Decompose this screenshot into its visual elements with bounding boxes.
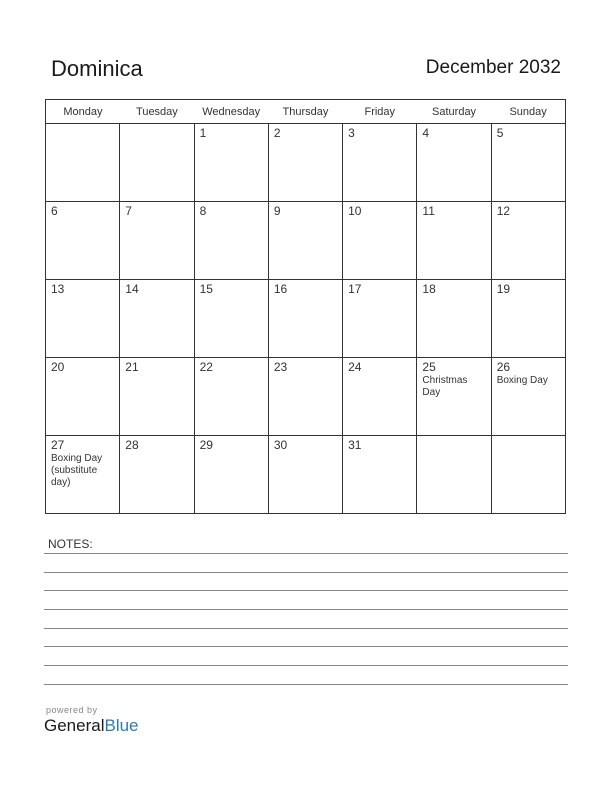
day-number: 20 xyxy=(51,360,65,374)
note-line xyxy=(44,665,568,666)
day-cell[interactable] xyxy=(343,358,417,436)
day-number: 5 xyxy=(496,126,504,140)
day-number: 4 xyxy=(422,126,430,140)
day-number: 27 xyxy=(51,438,65,452)
brand-part-2: Blue xyxy=(104,716,139,735)
day-number: 7 xyxy=(125,204,132,218)
country-title: Dominica xyxy=(51,56,143,81)
day-cell[interactable] xyxy=(194,202,268,280)
day-number: 28 xyxy=(125,438,139,452)
holiday-label: Boxing Day (substitute day) xyxy=(51,453,103,488)
day-cell[interactable] xyxy=(194,358,268,436)
calendar-grid xyxy=(45,99,566,514)
day-cell[interactable] xyxy=(491,202,565,280)
day-cell[interactable] xyxy=(46,436,120,514)
note-line xyxy=(44,590,568,591)
day-number: 11 xyxy=(422,204,435,218)
week-row xyxy=(46,358,566,436)
day-number: 3 xyxy=(348,126,355,140)
day-number: 23 xyxy=(273,360,288,374)
note-line xyxy=(44,553,568,554)
day-number: 14 xyxy=(125,282,139,296)
day-cell[interactable] xyxy=(46,358,120,436)
day-cell[interactable] xyxy=(268,358,342,436)
day-number: 10 xyxy=(348,204,362,218)
day-number: 24 xyxy=(348,360,362,374)
day-cell[interactable] xyxy=(194,280,268,358)
week-row xyxy=(46,202,566,280)
day-number: 6 xyxy=(51,204,58,218)
day-number: 12 xyxy=(496,204,511,218)
week-row xyxy=(46,124,566,202)
brand-part-1: General xyxy=(44,716,105,735)
day-cell[interactable] xyxy=(46,202,120,280)
weekday-header: Monday xyxy=(46,100,120,124)
day-number: 25 xyxy=(422,360,436,374)
day-number: 29 xyxy=(199,438,213,452)
day-number: 18 xyxy=(422,282,436,296)
holiday-label: Christmas Day xyxy=(422,375,468,398)
notes-label: NOTES: xyxy=(48,537,93,551)
day-number: 19 xyxy=(496,282,511,296)
day-number: 22 xyxy=(199,360,213,374)
day-number: 15 xyxy=(199,282,213,296)
day-cell[interactable] xyxy=(343,202,417,280)
day-number: 31 xyxy=(348,438,362,452)
note-line xyxy=(44,572,568,573)
day-cell[interactable] xyxy=(343,124,417,202)
day-cell[interactable] xyxy=(268,202,342,280)
day-number: 16 xyxy=(273,282,288,296)
day-cell[interactable] xyxy=(417,202,491,280)
note-line xyxy=(44,646,568,647)
weekday-header: Friday xyxy=(343,100,417,124)
day-number: 21 xyxy=(125,360,139,374)
day-number: 2 xyxy=(273,126,281,140)
note-line xyxy=(44,684,568,685)
day-cell[interactable] xyxy=(417,436,491,514)
day-cell[interactable] xyxy=(120,202,194,280)
day-number: 8 xyxy=(199,204,207,218)
day-number: 13 xyxy=(51,282,65,296)
day-cell[interactable] xyxy=(417,280,491,358)
weekday-header: Thursday xyxy=(268,100,342,124)
day-cell[interactable] xyxy=(491,280,565,358)
holiday-label: Boxing Day xyxy=(496,375,548,386)
brand-logo[interactable] xyxy=(44,716,139,736)
weekday-header-row xyxy=(46,100,566,124)
day-cell[interactable] xyxy=(268,124,342,202)
day-cell[interactable] xyxy=(120,280,194,358)
weekday-header: Wednesday xyxy=(194,100,268,124)
day-cell[interactable] xyxy=(194,436,268,514)
day-cell[interactable] xyxy=(343,280,417,358)
day-cell[interactable] xyxy=(268,436,342,514)
note-line xyxy=(44,609,568,610)
day-number: 30 xyxy=(273,438,288,452)
day-number: 17 xyxy=(348,282,362,296)
day-cell[interactable] xyxy=(491,436,565,514)
day-cell[interactable] xyxy=(120,358,194,436)
weekday-header: Saturday xyxy=(417,100,491,124)
month-title: December 2032 xyxy=(425,57,561,78)
week-row xyxy=(46,436,566,514)
day-cell[interactable] xyxy=(46,124,120,202)
weekday-header: Sunday xyxy=(491,100,565,124)
note-line xyxy=(44,628,568,629)
week-row xyxy=(46,280,566,358)
day-number: 9 xyxy=(273,204,281,218)
day-cell[interactable] xyxy=(268,280,342,358)
weekday-header: Tuesday xyxy=(120,100,194,124)
day-cell[interactable] xyxy=(417,358,491,436)
powered-by-text: powered by xyxy=(46,705,98,715)
day-cell[interactable] xyxy=(194,124,268,202)
day-cell[interactable] xyxy=(46,280,120,358)
day-cell[interactable] xyxy=(343,436,417,514)
day-cell[interactable] xyxy=(491,124,565,202)
day-cell[interactable] xyxy=(491,358,565,436)
day-number: 26 xyxy=(496,360,511,374)
day-cell[interactable] xyxy=(120,436,194,514)
day-number: 1 xyxy=(199,126,207,140)
day-cell[interactable] xyxy=(120,124,194,202)
day-cell[interactable] xyxy=(417,124,491,202)
